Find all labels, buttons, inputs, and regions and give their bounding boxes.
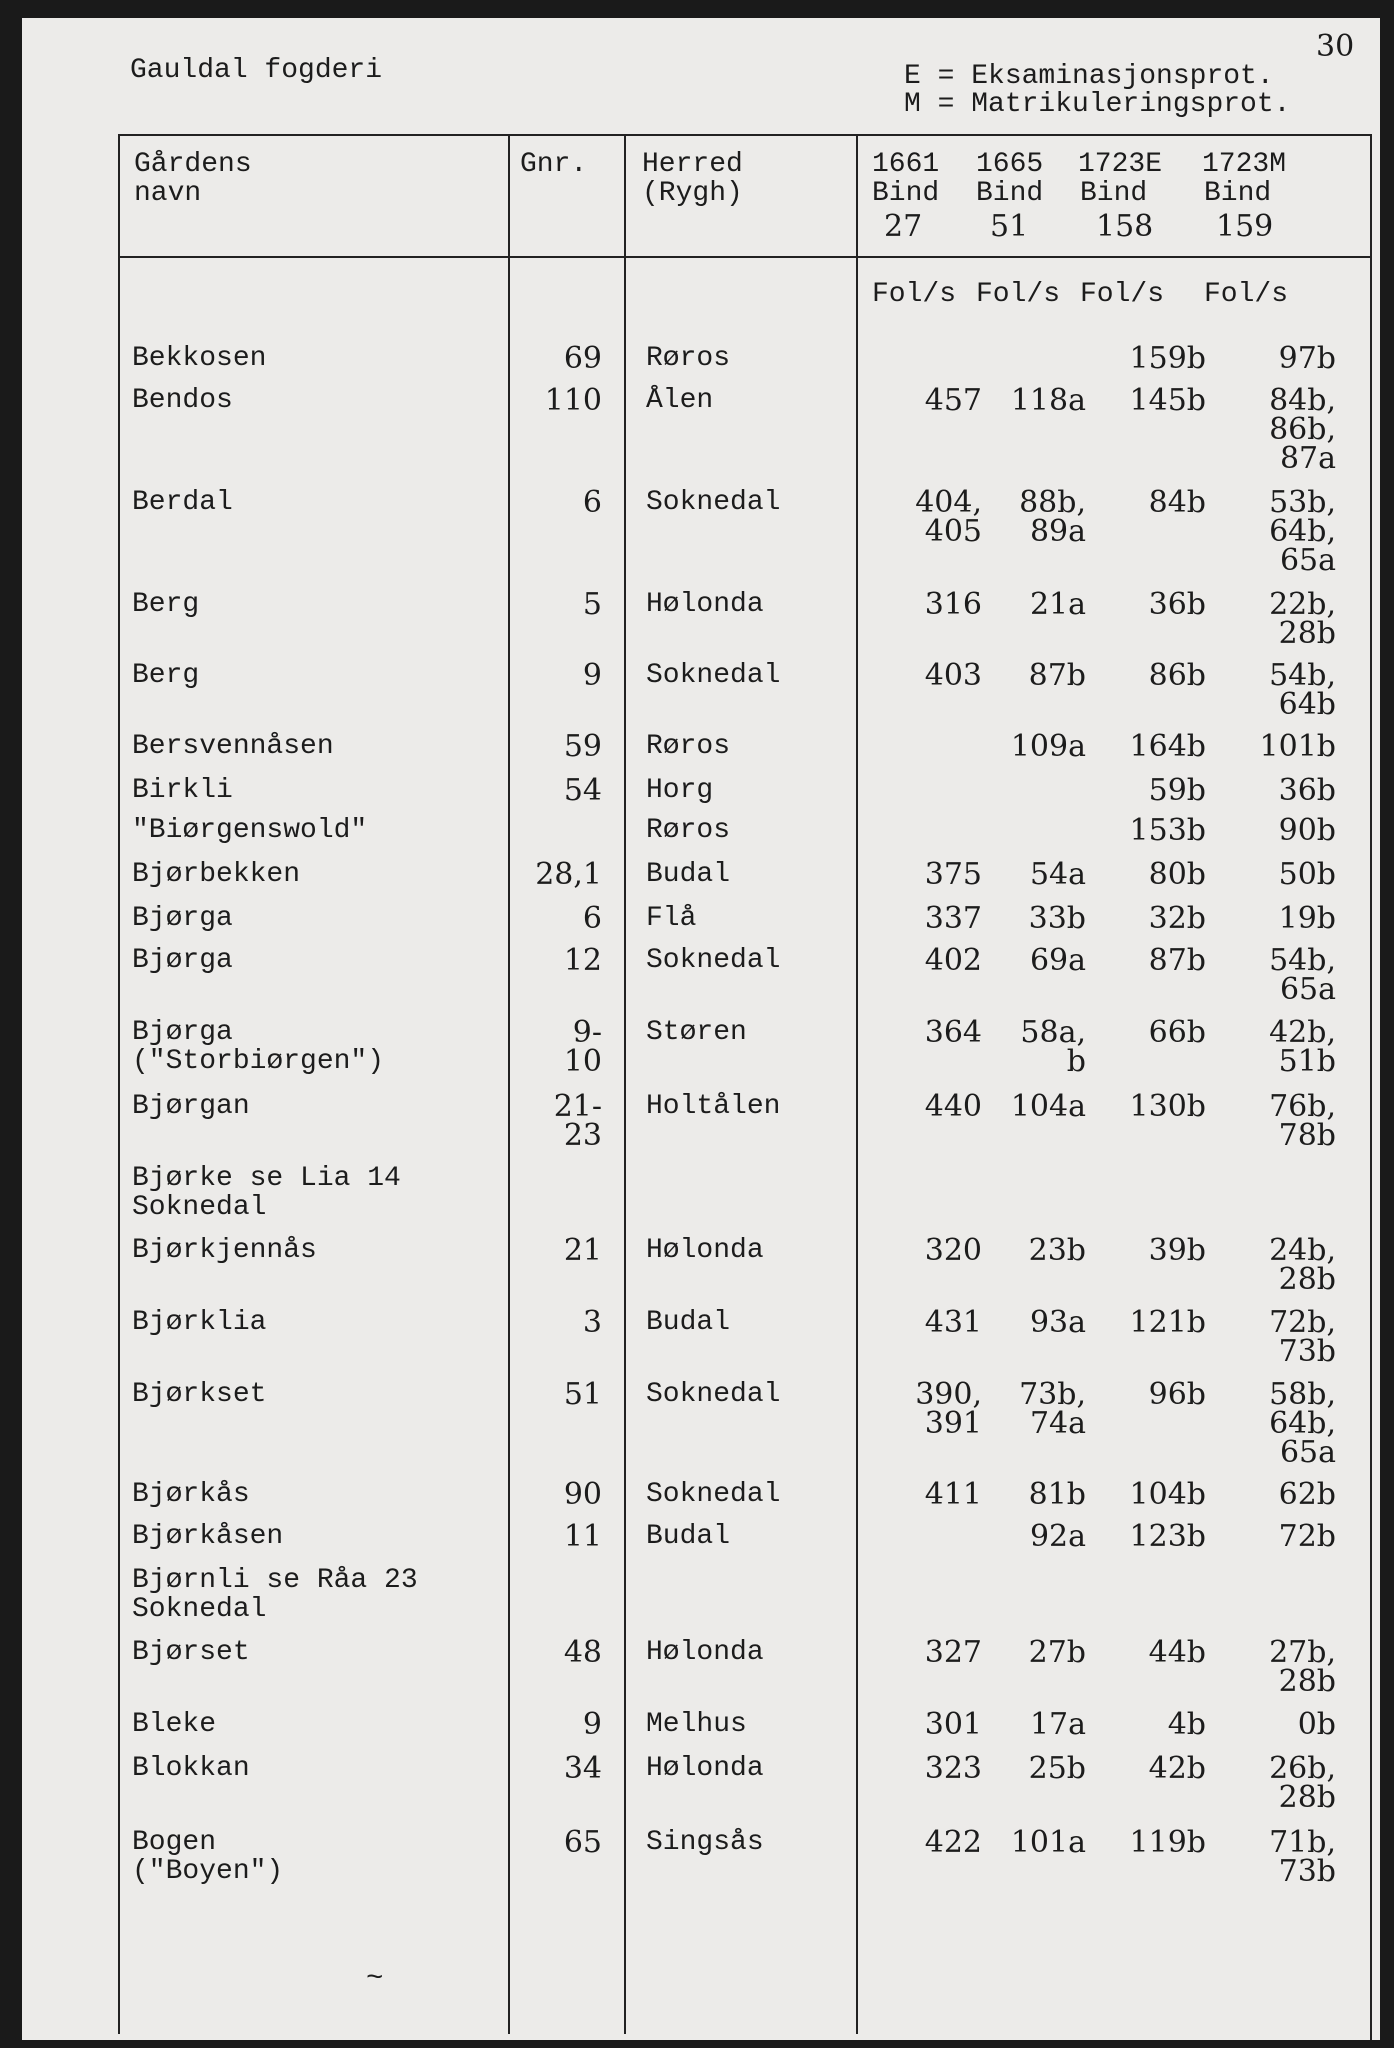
farm-number-cell: 90 — [563, 1477, 602, 1512]
folio-1665-cell: 58a, b — [1020, 1015, 1086, 1079]
folio-1723e-cell: 96b — [1148, 1377, 1206, 1412]
folio-1665-cell: 109a — [1010, 729, 1086, 764]
header-1661-year: 1661 — [872, 149, 940, 180]
herred-cell: Støren — [646, 1017, 747, 1048]
herred-cell: Hølonda — [646, 1637, 764, 1668]
folio-1723m-cell: 84b, 86b, 87a — [1269, 383, 1336, 476]
folio-1661-cell: 390, 391 — [915, 1377, 982, 1441]
folio-1665-cell: 33b — [1028, 901, 1086, 936]
herred-cell: Hølonda — [646, 1235, 764, 1266]
herred-cell: Budal — [646, 1307, 731, 1338]
header-1723m-bind: Bind — [1204, 178, 1272, 209]
farm-name-cell: Bjørset — [132, 1637, 250, 1668]
folio-1723e-cell: 121b — [1129, 1305, 1206, 1340]
folio-1723m-cell: 71b, 73b — [1269, 1825, 1336, 1889]
folio-1665-cell: 104a — [1010, 1089, 1086, 1124]
table-right-rule — [1370, 134, 1372, 2040]
farm-number-cell: 21 — [563, 1233, 602, 1268]
farm-name-cell: Bjørga — [132, 945, 233, 976]
header-1665-volume: 51 — [990, 209, 1029, 244]
herred-cell: Soknedal — [646, 660, 781, 691]
legend-line-2: M = Matrikuleringsprot. — [904, 89, 1291, 120]
header-1665-bind: Bind — [976, 178, 1044, 209]
folio-1723e-cell: 153b — [1129, 813, 1206, 848]
year-columns-rule — [856, 134, 858, 2034]
herred-cell: Budal — [646, 1521, 731, 1552]
folio-1661-cell: 403 — [924, 658, 982, 693]
herred-cell: Hølonda — [646, 1753, 764, 1784]
folio-1665-cell: 92a — [1029, 1519, 1086, 1554]
farm-name-cell: Bjørnli se Råa 23 Soknedal — [132, 1565, 418, 1625]
folio-1723e-cell: 87b — [1148, 943, 1206, 978]
folio-1723m-cell: 90b — [1278, 813, 1336, 848]
farm-name-cell: Bjørklia — [132, 1307, 267, 1338]
folio-1661-cell: 440 — [924, 1089, 982, 1124]
header-herred-line1: Herred — [642, 149, 743, 180]
header-1723e-year: 1723E — [1078, 149, 1163, 180]
herred-cell: Soknedal — [646, 1379, 781, 1410]
farm-number-cell: 110 — [544, 383, 602, 418]
folio-1723m-cell: 54b, 65a — [1269, 943, 1336, 1007]
folio-1723e-cell: 164b — [1129, 729, 1206, 764]
folio-1665-cell: 101a — [1010, 1825, 1086, 1860]
farm-number-cell: 6 — [582, 485, 602, 520]
folio-1723e-cell: 86b — [1148, 658, 1206, 693]
document-page — [22, 18, 1380, 2040]
header-1723e-bind: Bind — [1080, 178, 1148, 209]
herred-cell: Hølonda — [646, 589, 764, 620]
folio-1661-cell: 404, 405 — [915, 485, 982, 549]
farm-name-cell: Berg — [132, 660, 200, 691]
farm-number-cell: 65 — [563, 1825, 602, 1860]
folio-1661-cell: 320 — [924, 1233, 982, 1268]
farm-number-cell: 48 — [563, 1635, 602, 1670]
folio-1661-cell: 431 — [924, 1305, 982, 1340]
herred-cell: Soknedal — [646, 1479, 781, 1510]
herred-cell: Ålen — [646, 385, 714, 416]
farm-name-cell: Berdal — [132, 487, 233, 518]
folio-1723e-cell: 159b — [1129, 341, 1206, 376]
folio-1723e-cell: 39b — [1148, 1233, 1206, 1268]
folio-label-1665: Fol/s — [976, 279, 1061, 310]
farm-name-cell: Blokkan — [132, 1753, 250, 1784]
gnr-column-rule — [508, 134, 510, 2034]
farm-number-cell: 5 — [582, 587, 602, 622]
farm-name-cell: Bleke — [132, 1709, 217, 1740]
folio-1723m-cell: 62b — [1278, 1477, 1336, 1512]
folio-1723m-cell: 50b — [1278, 857, 1336, 892]
folio-1665-cell: 21a — [1029, 587, 1086, 622]
herred-cell: Melhus — [646, 1709, 747, 1740]
header-1723m-year: 1723M — [1202, 149, 1287, 180]
folio-1723m-cell: 53b, 64b, 65a — [1269, 485, 1336, 578]
folio-1723e-cell: 36b — [1148, 587, 1206, 622]
farm-number-cell: 59 — [563, 729, 602, 764]
farm-name-cell: Bogen ("Boyen") — [132, 1827, 284, 1887]
folio-1661-cell: 323 — [924, 1751, 982, 1786]
folio-1665-cell: 81b — [1028, 1477, 1086, 1512]
folio-1661-cell: 364 — [924, 1015, 982, 1050]
header-1661-bind: Bind — [872, 178, 940, 209]
folio-1665-cell: 54a — [1029, 857, 1086, 892]
folio-1665-cell: 17a — [1029, 1707, 1086, 1742]
farm-number-cell: 69 — [563, 341, 602, 376]
folio-1661-cell: 422 — [924, 1825, 982, 1860]
folio-1661-cell: 402 — [924, 943, 982, 978]
folio-1723e-cell: 84b — [1148, 485, 1206, 520]
folio-1723e-cell: 104b — [1129, 1477, 1206, 1512]
folio-1723e-cell: 42b — [1148, 1751, 1206, 1786]
folio-1661-cell: 327 — [924, 1635, 982, 1670]
folio-1723m-cell: 26b, 28b — [1269, 1751, 1336, 1815]
header-name-line1: Gårdens — [134, 149, 252, 180]
folio-1723m-cell: 22b, 28b — [1269, 587, 1336, 651]
folio-1665-cell: 69a — [1029, 943, 1086, 978]
folio-1723m-cell: 101b — [1259, 729, 1336, 764]
folio-1723m-cell: 19b — [1278, 901, 1336, 936]
herred-cell: Flå — [646, 903, 697, 934]
folio-1723m-cell: 72b — [1278, 1519, 1336, 1554]
folio-1665-cell: 73b, 74a — [1019, 1377, 1086, 1441]
page-number: 30 — [1316, 29, 1355, 64]
footer-mark: ~ — [366, 1962, 384, 1995]
table-left-rule — [118, 134, 120, 2034]
farm-name-cell: Bjørkset — [132, 1379, 267, 1410]
header-name-line2: navn — [134, 178, 202, 209]
region-title: Gauldal fogderi — [130, 55, 383, 86]
farm-name-cell: Bersvennåsen — [132, 731, 334, 762]
folio-1723e-cell: 130b — [1129, 1089, 1206, 1124]
header-herred-line2: (Rygh) — [642, 178, 743, 209]
folio-1723m-cell: 0b — [1297, 1707, 1336, 1742]
folio-label-1723m: Fol/s — [1204, 279, 1289, 310]
folio-1665-cell: 87b — [1028, 658, 1086, 693]
farm-name-cell: Bjørga — [132, 903, 233, 934]
legend-line-1: E = Eksaminasjonsprot. — [904, 61, 1274, 92]
herred-cell: Singsås — [646, 1827, 764, 1858]
herred-cell: Holtålen — [646, 1091, 781, 1122]
folio-1723m-cell: 24b, 28b — [1269, 1233, 1336, 1297]
folio-1723m-cell: 54b, 64b — [1269, 658, 1336, 722]
farm-name-cell: Bjørkjennås — [132, 1235, 317, 1266]
folio-1665-cell: 23b — [1028, 1233, 1086, 1268]
herred-cell: Budal — [646, 859, 731, 890]
farm-number-cell: 28,1 — [535, 857, 602, 892]
folio-1723m-cell: 76b, 78b — [1269, 1089, 1336, 1153]
folio-1665-cell: 27b — [1028, 1635, 1086, 1670]
farm-number-cell: 54 — [563, 773, 602, 808]
header-1665-year: 1665 — [976, 149, 1044, 180]
farm-number-cell: 51 — [563, 1377, 602, 1412]
farm-name-cell: Bendos — [132, 385, 233, 416]
folio-1723e-cell: 44b — [1148, 1635, 1206, 1670]
folio-1661-cell: 337 — [924, 901, 982, 936]
folio-1661-cell: 375 — [924, 857, 982, 892]
farm-name-cell: Berg — [132, 589, 200, 620]
folio-1661-cell: 301 — [924, 1707, 982, 1742]
farm-number-cell: 9 — [582, 658, 602, 693]
folio-1723e-cell: 145b — [1129, 383, 1206, 418]
farm-name-cell: Bjørgan — [132, 1091, 250, 1122]
herred-cell: Horg — [646, 775, 714, 806]
farm-number-cell: 11 — [563, 1519, 602, 1554]
header-1723e-volume: 158 — [1096, 209, 1154, 244]
header-1723m-volume: 159 — [1216, 209, 1274, 244]
folio-1661-cell: 316 — [924, 587, 982, 622]
header-1661-volume: 27 — [884, 209, 923, 244]
folio-1723m-cell: 72b, 73b — [1269, 1305, 1336, 1369]
herred-cell: Røros — [646, 343, 731, 374]
folio-1723m-cell: 97b — [1278, 341, 1336, 376]
farm-name-cell: Bjørke se Lia 14 Soknedal — [132, 1163, 401, 1223]
herred-cell: Røros — [646, 815, 731, 846]
folio-label-1661: Fol/s — [872, 279, 957, 310]
farm-number-cell: 9 — [582, 1707, 602, 1742]
folio-1723e-cell: 4b — [1167, 1707, 1206, 1742]
folio-label-1723e: Fol/s — [1080, 279, 1165, 310]
herred-cell: Soknedal — [646, 945, 781, 976]
farm-number-cell: 34 — [563, 1751, 602, 1786]
farm-name-cell: Bjørkåsen — [132, 1521, 284, 1552]
folio-1723m-cell: 36b — [1278, 773, 1336, 808]
folio-1723e-cell: 32b — [1148, 901, 1206, 936]
farm-name-cell: "Biørgenswold" — [132, 815, 368, 846]
farm-number-cell: 21- 23 — [553, 1089, 602, 1153]
folio-1661-cell: 411 — [924, 1477, 982, 1512]
farm-number-cell: 6 — [582, 901, 602, 936]
folio-1665-cell: 88b, 89a — [1019, 485, 1086, 549]
folio-1665-cell: 118a — [1010, 383, 1086, 418]
farm-name-cell: Birkli — [132, 775, 233, 806]
herred-cell: Soknedal — [646, 487, 781, 518]
herred-cell: Røros — [646, 731, 731, 762]
herred-column-rule — [624, 134, 626, 2034]
folio-1723e-cell: 119b — [1129, 1825, 1206, 1860]
table-top-rule — [118, 134, 1370, 136]
folio-1723e-cell: 66b — [1148, 1015, 1206, 1050]
farm-number-cell: 3 — [582, 1305, 602, 1340]
folio-1723e-cell: 59b — [1148, 773, 1206, 808]
folio-1665-cell: 93a — [1029, 1305, 1086, 1340]
farm-name-cell: Bjørga ("Storbiørgen") — [132, 1017, 385, 1077]
folio-1723m-cell: 58b, 64b, 65a — [1269, 1377, 1336, 1470]
folio-1665-cell: 25b — [1028, 1751, 1086, 1786]
header-bottom-rule — [118, 256, 1370, 258]
folio-1723m-cell: 27b, 28b — [1269, 1635, 1336, 1699]
farm-name-cell: Bjørbekken — [132, 859, 301, 890]
folio-1723e-cell: 80b — [1148, 857, 1206, 892]
folio-1661-cell: 457 — [924, 383, 982, 418]
farm-name-cell: Bekkosen — [132, 343, 267, 374]
folio-1723e-cell: 123b — [1129, 1519, 1206, 1554]
farm-name-cell: Bjørkås — [132, 1479, 250, 1510]
header-gnr: Gnr. — [520, 149, 588, 180]
farm-number-cell: 9- 10 — [563, 1015, 602, 1079]
farm-number-cell: 12 — [563, 943, 602, 978]
folio-1723m-cell: 42b, 51b — [1269, 1015, 1336, 1079]
